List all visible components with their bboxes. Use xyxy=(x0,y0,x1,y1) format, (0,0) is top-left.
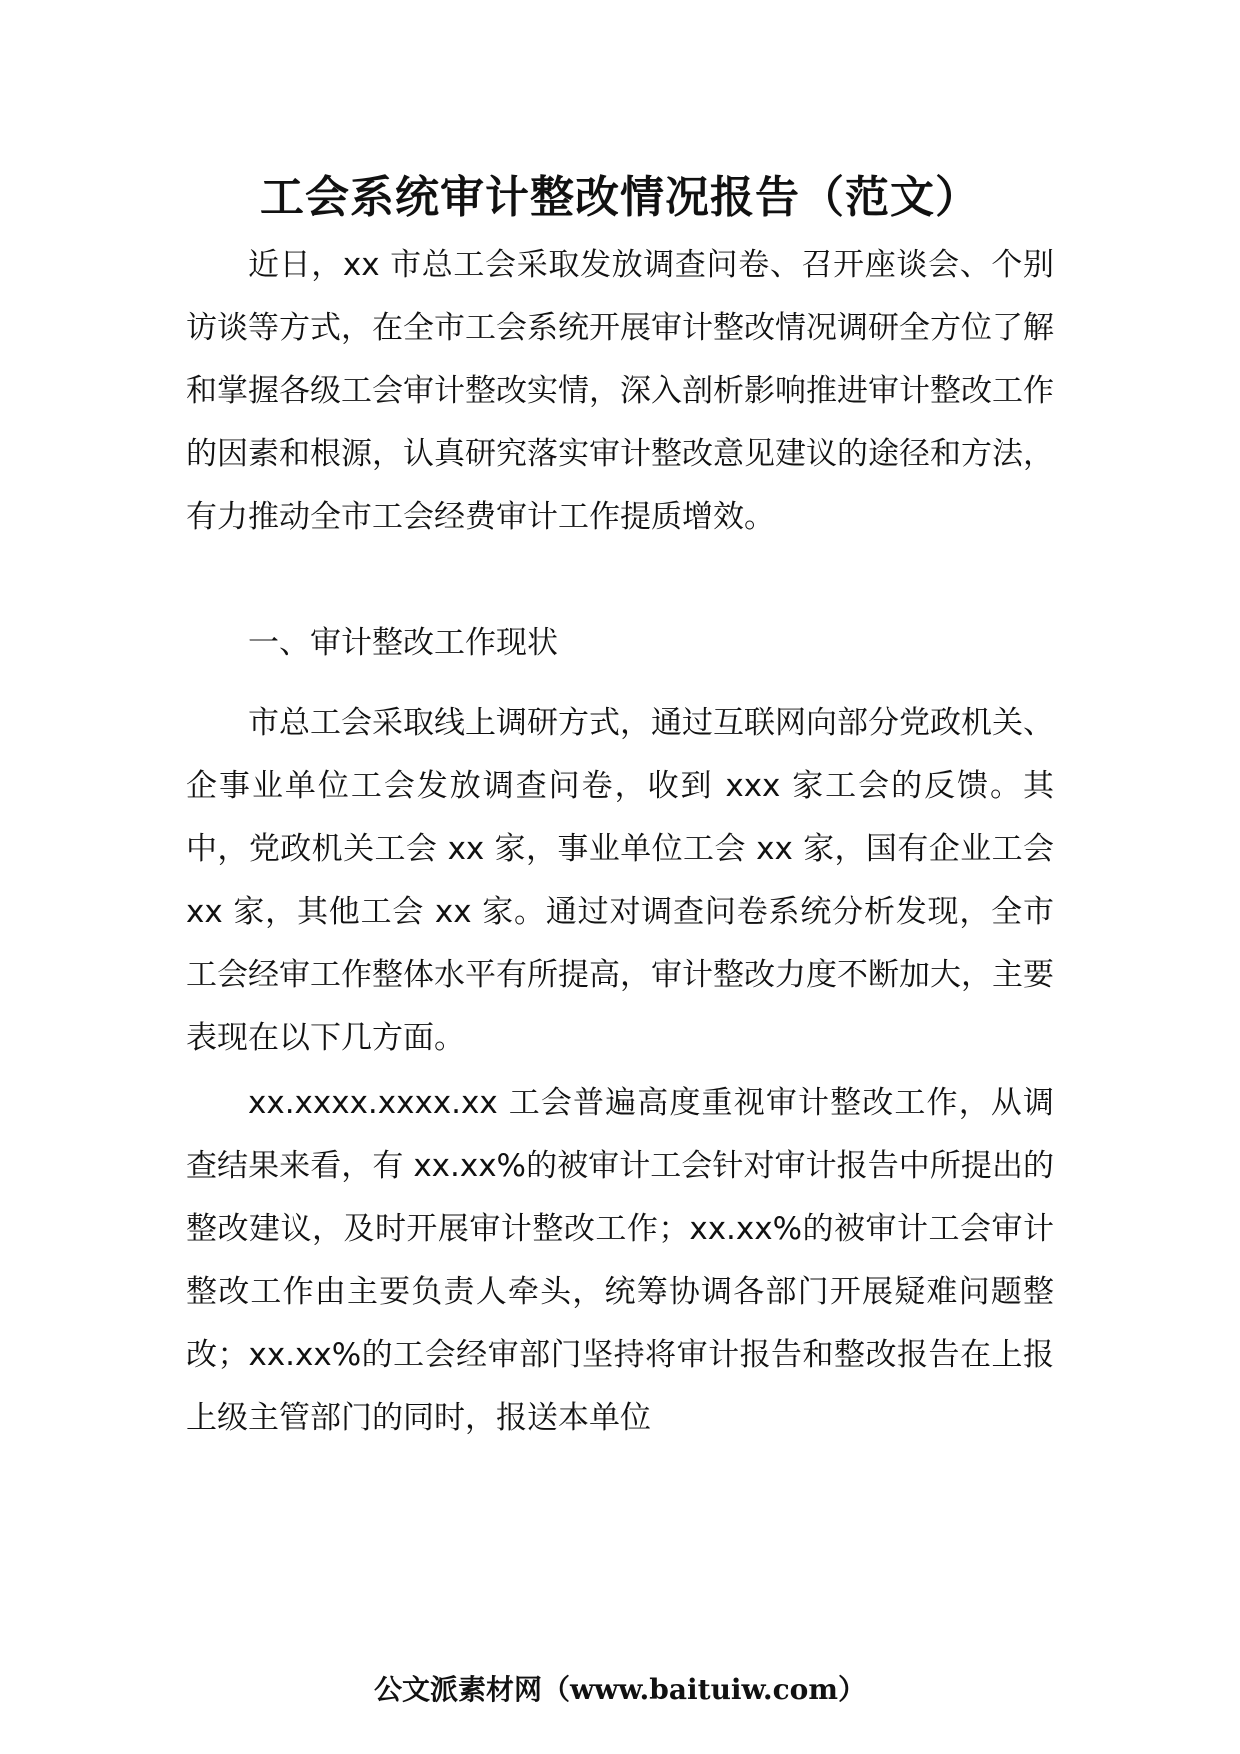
footer-source: 公文派素材网（www.baituiw.com） xyxy=(374,1673,866,1706)
paragraph-importance: xx.xxxx.xxxx.xx 工会普遍高度重视审计整改工作，从调查结果来看，有 xx.xx%的被审计工会针对审计报告中所提出的整改建议，及时开展审计整改工作；xx.xx%的被审计工会审计整改工作由主要负责人牵头，统筹协调各部门开展疑难问题整改；xx.xx%的工会经审部门坚持将审计报告和整改报告在上报上级主管部门的同时，报送本单位 xyxy=(186,1085,1054,1436)
document-title: 工会系统审计整改情况报告（范文） xyxy=(260,172,980,223)
paragraph-status: 市总工会采取线上调研方式，通过互联网向部分党政机关、企事业单位工会发放调查问卷，收到 xxx 家工会的反馈。其中，党政机关工会 xx 家，事业单位工会 xx 家，国有企业工会 xx 家，其他工会 xx 家。通过对调查问卷系统分析发现，全市工会经审工作整体水平有所提高，审计整改力度不断加大，主要表现在以下几方面。 xyxy=(186,705,1054,1056)
paragraph-intro: 近日，xx 市总工会采取发放调查问卷、召开座谈会、个别访谈等方式，在全市工会系统开展审计整改情况调研全方位了解和掌握各级工会审计整改实情，深入剖析影响推进审计整改工作的因素和根源，认真研究落实审计整改意见建议的途径和方法，有力推动全市工会经费审计工作提质增效。 xyxy=(186,247,1054,535)
section-heading-1: 一、审计整改工作现状 xyxy=(248,625,558,661)
